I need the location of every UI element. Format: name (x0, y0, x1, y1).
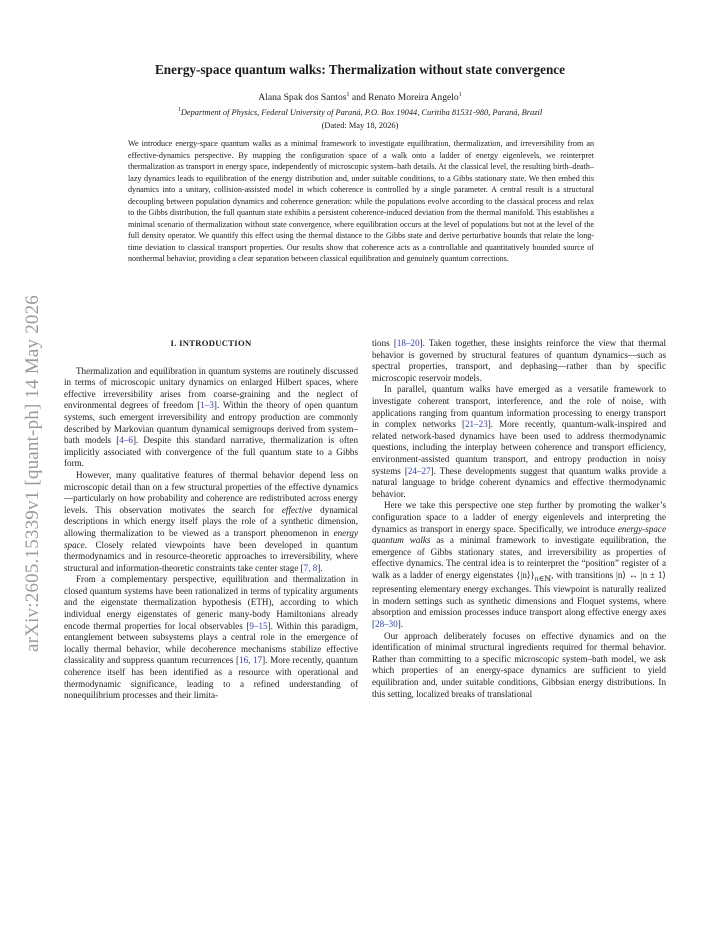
paragraph-text: ]. More recently, quantum coherence itself has been identified as a resource with operational and thermodynamic significance, leading to a refined understanding of nonequilibrium processes and their limita- (64, 655, 359, 701)
body-paragraph (372, 384, 666, 500)
emphasis-text: effective (281, 504, 313, 515)
affiliation-text: Department of Physics, Federal University of Paraná, P.O. Box 19044, Curitiba 81531-980, Paraná, Brazil (180, 108, 543, 117)
paragraph-text: In parallel, quantum walks have emerged as a versatile framework to investigate coherent transport, interference, and the role of noise, with applications ranging from quantum information processing to energy transport in complex networks [ (372, 384, 666, 430)
citation-link[interactable]: 9–15 (249, 620, 268, 631)
emphasis-text: energy space (64, 527, 358, 550)
body-paragraph (372, 338, 666, 384)
paragraph-text: tions [ (372, 338, 397, 348)
section-heading: I. INTRODUCTION (170, 338, 252, 348)
body-paragraph (372, 500, 666, 630)
paragraph-text: ]. (397, 619, 404, 630)
paragraph-text: ]. (317, 562, 323, 573)
affiliation-marker: 1 (177, 107, 181, 114)
affiliation-marker: 1 (346, 91, 350, 98)
emphasis-text: energy-space quantum walks (372, 523, 666, 546)
paragraph-text: Here we take this perspective one step further by promoting the walker’s configuration space to a ladder of energy eigenlevels and interpreting the dynamics as transport in energy space. Specifically, we introduce (372, 500, 666, 534)
affiliation-marker: 1 (458, 91, 462, 98)
abstract: We introduce energy-space quantum walks as a minimal framework to investigate equilibration, thermalization, and irreversibility from an effective-dynamics perspective. By mapping the configuration space of a walk onto a ladder of energy eigenlevels, we reinterpret thermalization as transport in energy space, independently of microscopic system–bath details. At the classical level, the resulting birth–death–lazy dynamics leads to equilibration of the energy distribution and, under suitable conditions, to a Gibbs stationary state. We then embed this dynamics into a unitary, collision-assisted model in which coherence is controlled by a single parameter. A central result is a structural decoupling between population dynamics and coherence generation: while the populations evolve according to the classical process and relax to the Gibbs distribution, the full quantum state exhibits a persistent coherence-induced deviation from the thermal manifold. This establishes a minimal scenario of thermalization without state convergence, where equilibration occurs at the level of populations but not at the level of the full density operator. We quantify this effect using the thermal distance to the Gibbs state and derive perturbative bounds that relate the long-time deviation to classical transport properties. Our results show that coherence acts as a controllable and quantitatively bounded source of nonthermal behavior, providing a clear separation between classical equilibration and genuinely quantum corrections. (128, 139, 594, 264)
body-paragraph (64, 574, 358, 702)
left-column (64, 330, 358, 702)
author-conjunction: and (349, 92, 369, 103)
paragraph-text: Our approach deliberately focuses on effective dynamics and on the identification of minimal structural ingredients required for thermal behavior. Rather than committing to a specific microscopic system–bath model, we ask which properties of an energy-space dynamics are sufficient to yield equilibration and, under suitable conditions, Gibbsian energy distributions. In this setting, localized breaks of translational (372, 630, 666, 699)
paragraph-text: ]. More recently, quantum-walk-inspired and related network-based dynamics have been used to address thermodynamic questions, including the interplay between coherence and transport efficiency, environment-assisted quantum transport, and entropy production in noisy systems [ (372, 419, 667, 476)
citation-link[interactable]: 24–27 (407, 465, 431, 476)
paragraph-text: . Closely related viewpoints have been developed in quantum thermodynamics and in resource-theoretic approaches to irreversibility, where structural and information-theoretic constraints take center stage [ (64, 539, 358, 573)
date-line: (Dated: May 18, 2026) (321, 121, 399, 130)
citation-link[interactable]: 18–20 (396, 338, 420, 348)
body-paragraph (64, 470, 358, 574)
right-column (372, 338, 666, 700)
paragraph-text: From a complementary perspective, equilibration and thermalization in closed quantum systems have been rationalized in terms of typicality arguments and the eigenstate thermalization hypothesis (ETH), according to which individual energy eigenstates of generic many-body Hamiltonians already encode thermal properties for local observables [ (64, 574, 358, 631)
arxiv-identifier-stamp: arXiv:2605.15339v1 [quant-ph] 14 May 2026 (22, 294, 43, 652)
citation-link[interactable]: 16, 17 (239, 655, 263, 666)
citation-link[interactable]: 1–3 (200, 400, 214, 411)
math-subscript: n∈ℕ (534, 573, 552, 583)
citation-link[interactable]: 4–6 (119, 435, 133, 446)
citation-link[interactable]: 28–30 (375, 619, 398, 630)
citation-link[interactable]: 7, 8 (303, 562, 318, 573)
author-name: Alana Spak dos Santos (258, 92, 347, 103)
paragraph-text: ]. Despite this standard narrative, thermalization is often implicitly associated with convergence of the full quantum state to a Gibbs form. (64, 435, 358, 469)
author-line (110, 92, 610, 103)
affiliation-line (80, 108, 640, 117)
paragraph-text: dynamical descriptions in which energy itself plays the role of a synthetic dimension, allowing thermalization to be viewed as a transport phenomenon in (64, 504, 358, 538)
paragraph-text: , with transitions |n⟩ ↔ |n ± 1⟩ representing elementary energy exchanges. This viewpoint is naturally realized in modern settings such as synthetic dimensions and Floquet systems, where absorption and emission processes induce transport along effective energy axes [ (372, 569, 666, 630)
paragraph-text: ]. Within the theory of open quantum systems, such emergent irreversibility and entropy production are commonly described by Markovian quantum dynamical semigroups derived from system–bath models [ (64, 400, 358, 446)
author-name: Renato Moreira Angelo (368, 92, 459, 103)
paragraph-text: ]. Taken together, these insights reinforce the view that thermal behavior is governed by structural features of quantum dynamics—such as spectral properties, transport, and dephasing—rather than by specific microscopic reservoir models. (372, 338, 666, 383)
body-paragraph (372, 631, 666, 701)
paragraph-text: Thermalization and equilibration in quantum systems are routinely discussed in terms of microscopic unitary dynamics on enlarged Hilbert spaces, where effective irreversibility arises from coarse-graining and the neglect of environmental degrees of freedom [ (64, 365, 358, 411)
paragraph-text: ]. These developments suggest that quantum walks provide a natural language to bridge coherent dynamics and effective thermodynamic behavior. (372, 465, 666, 499)
paragraph-text: However, many qualitative features of thermal behavior depend less on microscopic detail than on a few structural properties of the effective dynamics—particularly on how probability and coherence are redistributed across energy levels. This observation motivates the search for (64, 469, 358, 515)
citation-link[interactable]: 21–23 (465, 419, 488, 430)
body-paragraph (64, 366, 358, 470)
paragraph-text: ]. Within this paradigm, entanglement between subsystems plays a central role in the emergence of locally thermal behavior, while decoherence mechanisms stabilize effective classicality and suppress quantum recurrences [ (64, 620, 358, 666)
paragraph-text: as a minimal framework to investigate equilibration, the emergence of Gibbs stationary states, and irreversibility as properties of effective dynamics. The central idea is to reinterpret the “position” register of a walk as a ladder of energy eigenstates {|n⟩} (372, 535, 666, 580)
paper-title: Energy-space quantum walks: Thermalization without state convergence (154, 62, 565, 77)
